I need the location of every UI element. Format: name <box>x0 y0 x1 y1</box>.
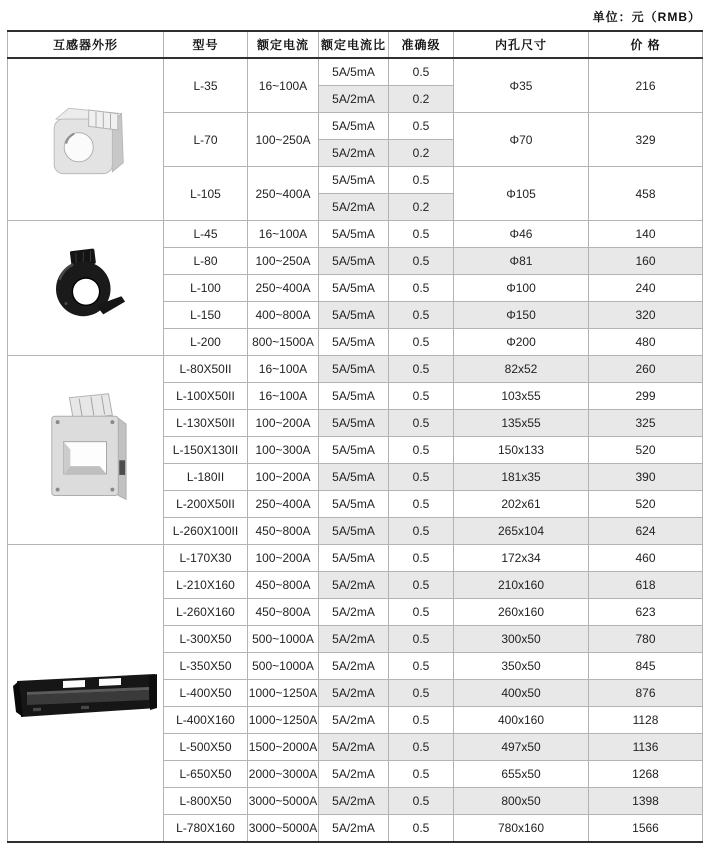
cell-ratio: 5A/5mA <box>319 248 389 275</box>
cell-current: 3000~5000A <box>248 815 319 843</box>
cell-accuracy: 0.5 <box>389 734 454 761</box>
cell-current: 16~100A <box>248 58 319 113</box>
cell-model: L-130X50II <box>164 410 248 437</box>
cell-accuracy: 0.5 <box>389 518 454 545</box>
cell-ratio: 5A/5mA <box>319 329 389 356</box>
cell-accuracy: 0.5 <box>389 356 454 383</box>
cell-price: 623 <box>589 599 703 626</box>
cell-model: L-260X160 <box>164 599 248 626</box>
table-row <box>8 356 703 383</box>
cell-hole: 103x55 <box>454 383 589 410</box>
product-image-cell <box>8 356 164 545</box>
cell-hole: 135x55 <box>454 410 589 437</box>
cell-price: 845 <box>589 653 703 680</box>
cell-accuracy: 0.5 <box>389 221 454 248</box>
cell-price: 140 <box>589 221 703 248</box>
cell-price: 1398 <box>589 788 703 815</box>
price-table-header <box>8 31 703 58</box>
cell-price: 460 <box>589 545 703 572</box>
cell-accuracy: 0.5 <box>389 58 454 86</box>
col-header-accuracy: 准确级 <box>389 31 454 58</box>
cell-current: 400~800A <box>248 302 319 329</box>
cell-price: 780 <box>589 626 703 653</box>
cell-current: 2000~3000A <box>248 761 319 788</box>
cell-hole: Φ70 <box>454 113 589 167</box>
cell-ratio: 5A/5mA <box>319 302 389 329</box>
cell-ratio: 5A/2mA <box>319 599 389 626</box>
cell-accuracy: 0.5 <box>389 545 454 572</box>
cell-accuracy: 0.5 <box>389 302 454 329</box>
col-header-rated-current: 额定电流 <box>248 31 319 58</box>
cell-current: 100~200A <box>248 410 319 437</box>
cell-ratio: 5A/5mA <box>319 356 389 383</box>
cell-hole: 800x50 <box>454 788 589 815</box>
cell-current: 3000~5000A <box>248 788 319 815</box>
cell-price: 325 <box>589 410 703 437</box>
cell-hole: Φ200 <box>454 329 589 356</box>
cell-hole: Φ150 <box>454 302 589 329</box>
cell-hole: 172x34 <box>454 545 589 572</box>
cell-hole: 181x35 <box>454 464 589 491</box>
cell-ratio: 5A/5mA <box>319 437 389 464</box>
cell-ratio: 5A/5mA <box>319 383 389 410</box>
price-table-body <box>8 58 703 842</box>
product-image-cell <box>8 58 164 221</box>
cell-price: 240 <box>589 275 703 302</box>
cell-accuracy: 0.5 <box>389 788 454 815</box>
cell-current: 450~800A <box>248 572 319 599</box>
cell-current: 16~100A <box>248 383 319 410</box>
product-image-cell <box>8 221 164 356</box>
cell-accuracy: 0.5 <box>389 167 454 194</box>
cell-current: 100~200A <box>248 464 319 491</box>
cell-model: L-70 <box>164 113 248 167</box>
cell-price: 260 <box>589 356 703 383</box>
cell-accuracy: 0.5 <box>389 815 454 843</box>
cell-price: 216 <box>589 58 703 113</box>
cell-hole: 260x160 <box>454 599 589 626</box>
cell-accuracy: 0.5 <box>389 626 454 653</box>
cell-model: L-650X50 <box>164 761 248 788</box>
cell-model: L-100X50II <box>164 383 248 410</box>
cell-ratio: 5A/2mA <box>319 707 389 734</box>
cell-ratio: 5A/2mA <box>319 788 389 815</box>
cell-hole: 202x61 <box>454 491 589 518</box>
cell-current: 1000~1250A <box>248 680 319 707</box>
cell-ratio: 5A/5mA <box>319 518 389 545</box>
cell-ratio: 5A/2mA <box>319 761 389 788</box>
cell-model: L-80 <box>164 248 248 275</box>
cell-price: 520 <box>589 491 703 518</box>
cell-accuracy: 0.2 <box>389 140 454 167</box>
cell-current: 100~250A <box>248 248 319 275</box>
cell-accuracy: 0.5 <box>389 329 454 356</box>
cell-accuracy: 0.5 <box>389 572 454 599</box>
cell-price: 160 <box>589 248 703 275</box>
cell-price: 390 <box>589 464 703 491</box>
cell-price: 1128 <box>589 707 703 734</box>
cell-accuracy: 0.2 <box>389 86 454 113</box>
cell-price: 1566 <box>589 815 703 843</box>
cell-ratio: 5A/5mA <box>319 221 389 248</box>
cell-current: 500~1000A <box>248 626 319 653</box>
cell-hole: 350x50 <box>454 653 589 680</box>
cell-model: L-150X130II <box>164 437 248 464</box>
cell-model: L-300X50 <box>164 626 248 653</box>
cell-price: 480 <box>589 329 703 356</box>
cell-ratio: 5A/2mA <box>319 680 389 707</box>
cell-accuracy: 0.5 <box>389 437 454 464</box>
col-header-appearance: 互感器外形 <box>8 31 164 58</box>
cell-current: 250~400A <box>248 491 319 518</box>
cell-accuracy: 0.5 <box>389 275 454 302</box>
cell-hole: Φ81 <box>454 248 589 275</box>
cell-price: 458 <box>589 167 703 221</box>
table-row <box>8 221 703 248</box>
cell-model: L-200X50II <box>164 491 248 518</box>
cell-ratio: 5A/2mA <box>319 815 389 843</box>
cell-hole: 780x160 <box>454 815 589 843</box>
cell-accuracy: 0.5 <box>389 410 454 437</box>
cell-hole: 400x160 <box>454 707 589 734</box>
table-row <box>8 545 703 572</box>
cell-ratio: 5A/5mA <box>319 545 389 572</box>
cell-ratio: 5A/5mA <box>319 491 389 518</box>
cell-hole: 82x52 <box>454 356 589 383</box>
cell-model: L-260X100II <box>164 518 248 545</box>
cell-hole: Φ105 <box>454 167 589 221</box>
cell-price: 329 <box>589 113 703 167</box>
cell-model: L-170X30 <box>164 545 248 572</box>
cell-hole: Φ35 <box>454 58 589 113</box>
cell-accuracy: 0.5 <box>389 707 454 734</box>
cell-accuracy: 0.5 <box>389 383 454 410</box>
cell-hole: 300x50 <box>454 626 589 653</box>
cell-ratio: 5A/2mA <box>319 653 389 680</box>
box-ct-image <box>36 90 136 190</box>
cell-model: L-210X160 <box>164 572 248 599</box>
cell-price: 320 <box>589 302 703 329</box>
cell-hole: 400x50 <box>454 680 589 707</box>
cell-accuracy: 0.2 <box>389 194 454 221</box>
cell-ratio: 5A/2mA <box>319 86 389 113</box>
cell-current: 250~400A <box>248 167 319 221</box>
cell-accuracy: 0.5 <box>389 113 454 140</box>
cell-model: L-180II <box>164 464 248 491</box>
product-image-cell <box>8 545 164 843</box>
col-header-price: 价 格 <box>589 31 703 58</box>
cell-accuracy: 0.5 <box>389 248 454 275</box>
cell-hole: 150x133 <box>454 437 589 464</box>
cell-ratio: 5A/5mA <box>319 58 389 86</box>
cell-model: L-350X50 <box>164 653 248 680</box>
cell-current: 16~100A <box>248 221 319 248</box>
cell-current: 250~400A <box>248 275 319 302</box>
cell-model: L-80X50II <box>164 356 248 383</box>
cell-current: 100~300A <box>248 437 319 464</box>
cell-accuracy: 0.5 <box>389 464 454 491</box>
cell-ratio: 5A/5mA <box>319 113 389 140</box>
bar-ct-image <box>11 659 161 727</box>
cell-model: L-100 <box>164 275 248 302</box>
cell-current: 1500~2000A <box>248 734 319 761</box>
cell-price: 299 <box>589 383 703 410</box>
cell-model: L-780X160 <box>164 815 248 843</box>
cell-accuracy: 0.5 <box>389 653 454 680</box>
cell-hole: 210x160 <box>454 572 589 599</box>
cell-hole: Φ46 <box>454 221 589 248</box>
col-header-model: 型号 <box>164 31 248 58</box>
cell-ratio: 5A/2mA <box>319 194 389 221</box>
cell-price: 618 <box>589 572 703 599</box>
cell-model: L-400X50 <box>164 680 248 707</box>
cell-ratio: 5A/2mA <box>319 626 389 653</box>
cell-accuracy: 0.5 <box>389 599 454 626</box>
cell-current: 500~1000A <box>248 653 319 680</box>
cell-ratio: 5A/2mA <box>319 572 389 599</box>
cell-price: 1268 <box>589 761 703 788</box>
cell-model: L-200 <box>164 329 248 356</box>
cell-price: 520 <box>589 437 703 464</box>
cell-model: L-150 <box>164 302 248 329</box>
cell-ratio: 5A/2mA <box>319 734 389 761</box>
cell-ratio: 5A/5mA <box>319 167 389 194</box>
cell-model: L-800X50 <box>164 788 248 815</box>
cell-model: L-35 <box>164 58 248 113</box>
cell-current: 450~800A <box>248 599 319 626</box>
cell-hole: 265x104 <box>454 518 589 545</box>
cell-price: 1136 <box>589 734 703 761</box>
cell-accuracy: 0.5 <box>389 491 454 518</box>
cell-accuracy: 0.5 <box>389 761 454 788</box>
cell-current: 450~800A <box>248 518 319 545</box>
unit-label: 单位：元（RMB） <box>592 10 701 24</box>
table-row <box>8 58 703 86</box>
cell-current: 800~1500A <box>248 329 319 356</box>
cell-model: L-400X160 <box>164 707 248 734</box>
cell-model: L-45 <box>164 221 248 248</box>
frame-ct-image <box>32 384 140 516</box>
toroid-ct-image <box>36 236 136 341</box>
cell-price: 624 <box>589 518 703 545</box>
cell-current: 16~100A <box>248 356 319 383</box>
col-header-current-ratio: 额定电流比 <box>319 31 389 58</box>
cell-ratio: 5A/2mA <box>319 140 389 167</box>
cell-hole: 497x50 <box>454 734 589 761</box>
cell-hole: 655x50 <box>454 761 589 788</box>
price-table <box>7 30 703 843</box>
cell-ratio: 5A/5mA <box>319 275 389 302</box>
cell-accuracy: 0.5 <box>389 680 454 707</box>
cell-current: 1000~1250A <box>248 707 319 734</box>
cell-model: L-500X50 <box>164 734 248 761</box>
col-header-hole-size: 内孔尺寸 <box>454 31 589 58</box>
cell-ratio: 5A/5mA <box>319 410 389 437</box>
cell-hole: Φ100 <box>454 275 589 302</box>
cell-price: 876 <box>589 680 703 707</box>
cell-model: L-105 <box>164 167 248 221</box>
cell-ratio: 5A/5mA <box>319 464 389 491</box>
cell-current: 100~250A <box>248 113 319 167</box>
cell-current: 100~200A <box>248 545 319 572</box>
